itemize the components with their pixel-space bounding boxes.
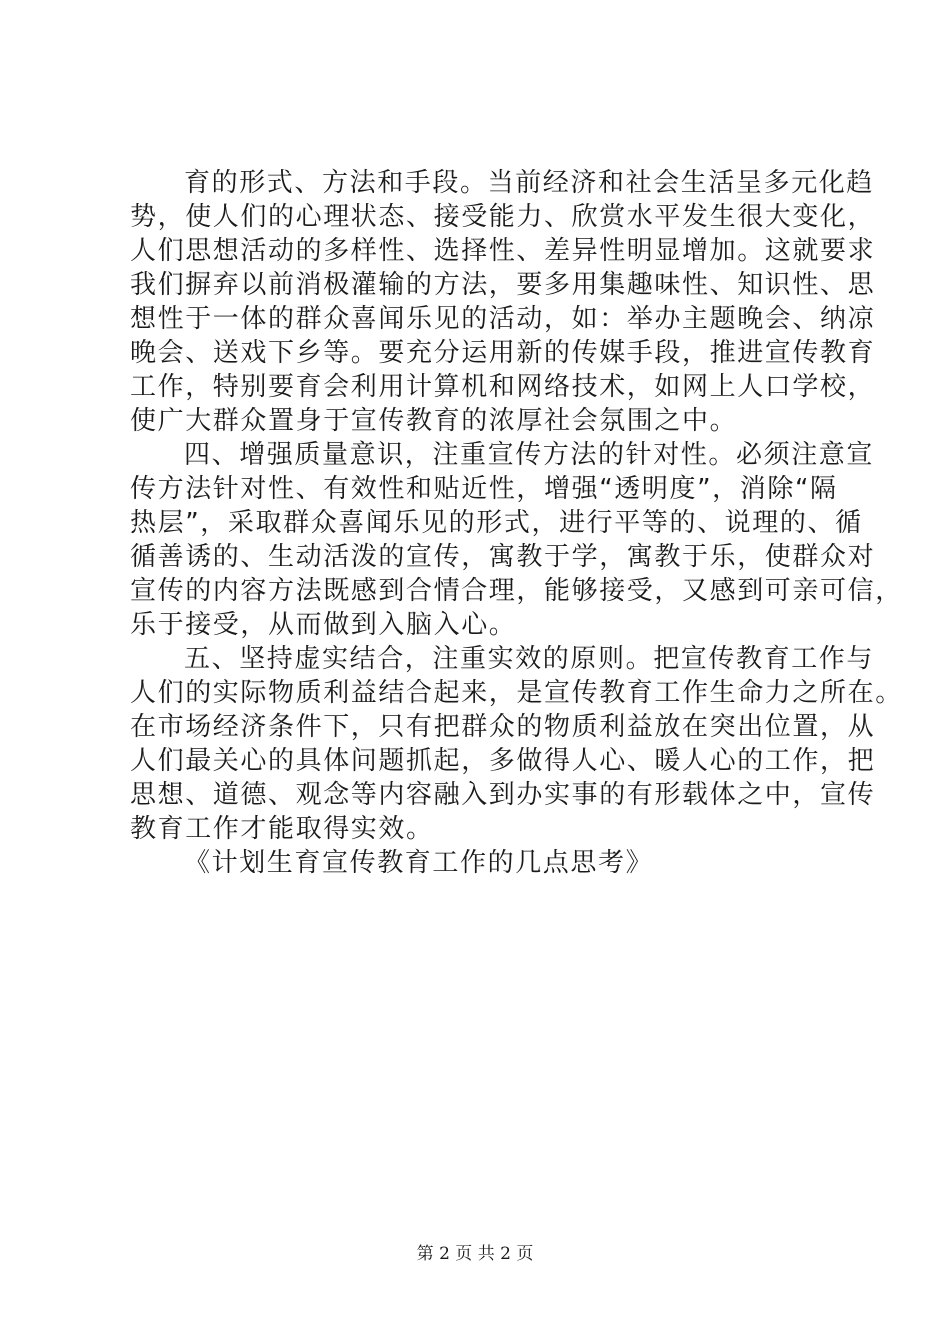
- text-line: 思想、道德、观念等内容融入到办实事的有形载体之中，宣传: [130, 780, 876, 810]
- text-line: 宣传的内容方法既感到合情合理，能够接受，又感到可亲可信，: [130, 576, 903, 606]
- text-line: 晚会、送戏下乡等。要充分运用新的传媒手段，推进宣传教育: [130, 338, 876, 368]
- text-line: 循善诱的、生动活泼的宣传，寓教于学，寓教于乐，使群众对: [130, 542, 876, 572]
- document-body: [130, 166, 903, 880]
- text-line: 工作，特别要育会利用计算机和网络技术，如网上人口学校，: [130, 372, 876, 402]
- text-line: 人们思想活动的多样性、选择性、差异性明显增加。这就要求: [130, 236, 876, 266]
- text-line: 人们的实际物质利益结合起来，是宣传教育工作生命力之所在。: [130, 678, 903, 708]
- text-line: 传方法针对性、有效性和贴近性，增强“透明度”，消除“隔: [130, 474, 838, 504]
- text-line: 在市场经济条件下，只有把群众的物质利益放在突出位置，从: [130, 712, 876, 742]
- text-line: 育的形式、方法和手段。当前经济和社会生活呈多元化趋: [184, 168, 875, 198]
- text-line: 使广大群众置身于宣传教育的浓厚社会氛围之中。: [130, 406, 738, 436]
- text-line: 热层”，采取群众喜闻乐见的形式，进行平等的、说理的、循: [130, 508, 863, 538]
- text-line: 想性于一体的群众喜闻乐见的活动，如：举办主题晚会、纳凉: [130, 304, 876, 334]
- text-line: 乐于接受，从而做到入脑入心。: [130, 610, 517, 640]
- page-number-footer: 第 2 页 共 2 页: [416, 1244, 534, 1264]
- text-line: 我们摒弃以前消极灌输的方法，要多用集趣味性、知识性、思: [130, 270, 876, 300]
- text-line: 人们最关心的具体问题抓起，多做得人心、暖人心的工作，把: [130, 746, 876, 776]
- text-line: 五、坚持虚实结合，注重实效的原则。把宣传教育工作与: [184, 644, 875, 674]
- text-line: 四、增强质量意识，注重宣传方法的针对性。必须注意宣: [184, 440, 875, 470]
- document-title-reference: 《计划生育宣传教育工作的几点思考》: [184, 848, 654, 878]
- text-line: 势，使人们的心理状态、接受能力、欣赏水平发生很大变化，: [130, 202, 876, 232]
- text-line: 教育工作才能取得实效。: [130, 814, 434, 844]
